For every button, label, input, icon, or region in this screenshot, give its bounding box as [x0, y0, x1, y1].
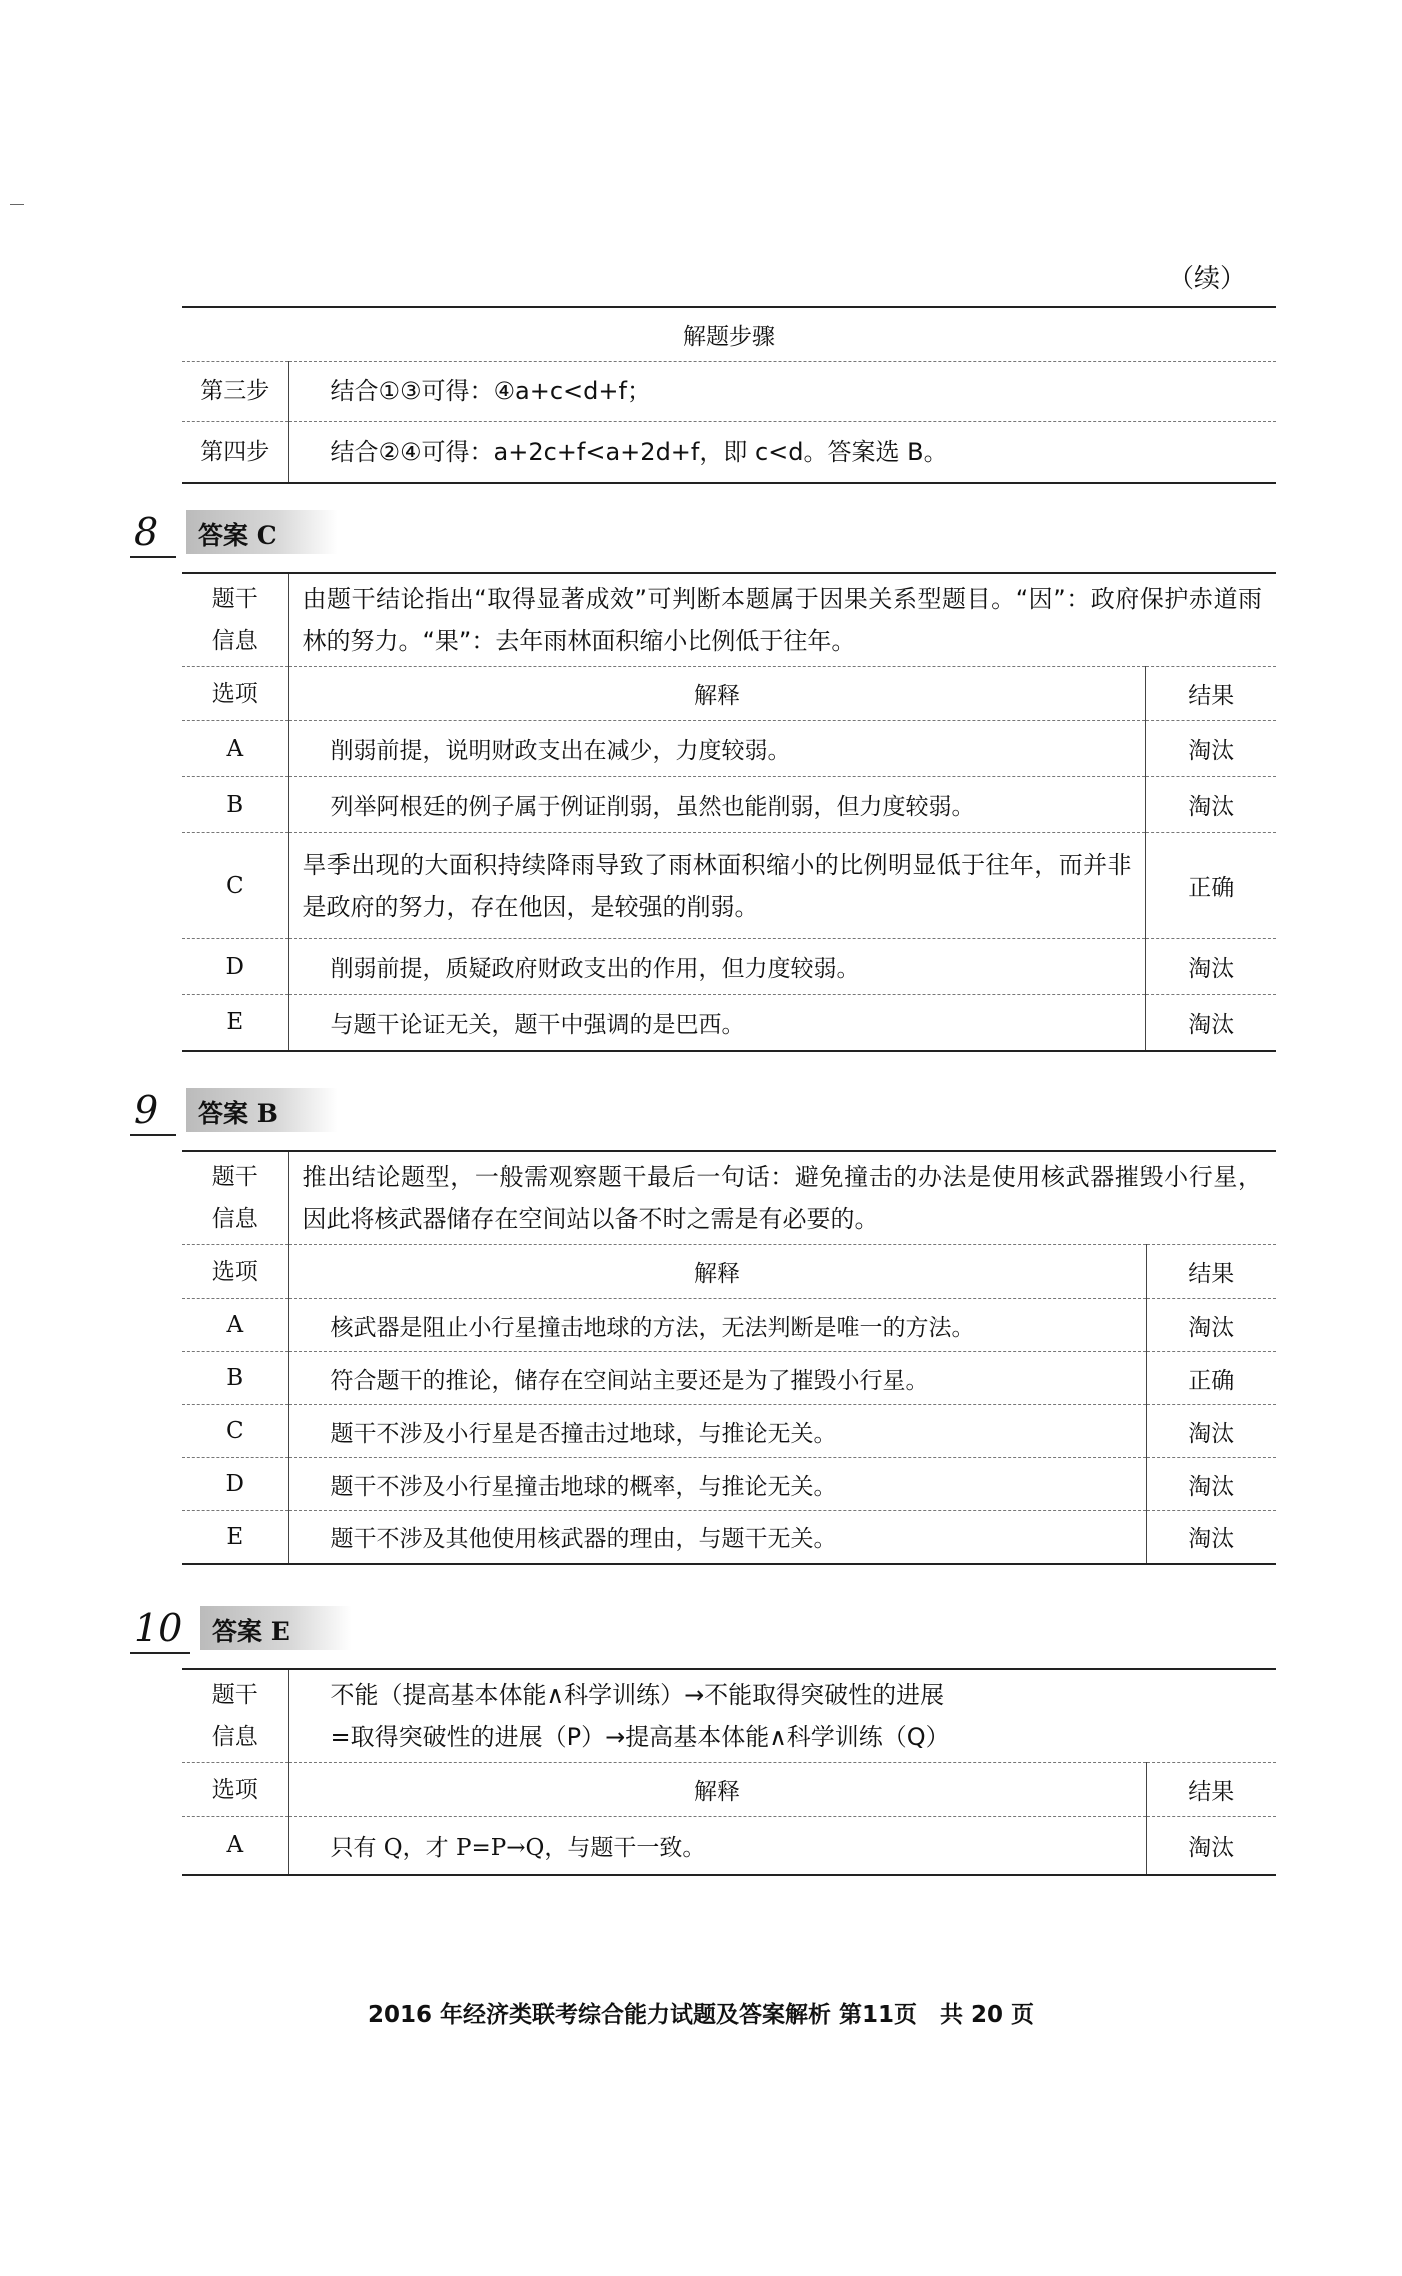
option-explain: 列举阿根廷的例子属于例证削弱，虽然也能削弱，但力度较弱。 [330, 794, 975, 820]
number-underline [130, 556, 176, 558]
option-letter: D [182, 1458, 288, 1511]
option-letter: A [182, 1817, 288, 1875]
col-explain: 解释 [693, 683, 740, 709]
column-header-row [182, 1245, 1276, 1299]
option-letter: C [182, 1405, 288, 1458]
col-result: 结果 [1146, 1763, 1276, 1817]
option-result: 正确 [1146, 1352, 1276, 1405]
stem-label [182, 573, 288, 667]
answer-badge [200, 1606, 352, 1650]
continued-label: （续） [1168, 264, 1247, 294]
option-letter: C [182, 833, 288, 939]
option-result: 淘汰 [1146, 1458, 1276, 1511]
option-letter: A [182, 1299, 288, 1352]
option-letter: B [182, 777, 288, 833]
stem-line: 不能（提高基本体能∧科学训练）→不能取得突破性的进展 [330, 1681, 945, 1709]
column-header-row [182, 667, 1276, 721]
col-explain: 解释 [694, 1261, 740, 1287]
page-footer: 2016 年经济类联考综合能力试题及答案解析 第11页 共 20 页 [367, 2002, 1035, 2028]
steps-header: 解题步骤 [683, 323, 775, 350]
stem-row [182, 1669, 1276, 1763]
option-letter: E [182, 995, 288, 1051]
stem-label-line: 信息 [211, 628, 258, 654]
option-result: 正确 [1146, 833, 1276, 939]
scan-mark [10, 204, 24, 205]
option-result: 淘汰 [1146, 1817, 1276, 1875]
table-row [182, 1299, 1276, 1352]
col-explain: 解释 [694, 1779, 740, 1805]
answer-badge [186, 1088, 338, 1132]
option-result: 淘汰 [1146, 995, 1276, 1051]
option-letter: E [182, 1511, 288, 1564]
question-10-heading [130, 1598, 340, 1654]
number-underline [130, 1652, 190, 1654]
table-row [182, 1458, 1276, 1511]
question-8-heading [130, 502, 340, 558]
option-explain: 核武器是阻止小行星撞击地球的方法，无法判断是唯一的方法。 [330, 1314, 975, 1341]
question-number: 9 [134, 1088, 159, 1132]
stem-label-line: 题干 [211, 1682, 258, 1708]
answer-label: 答案 B [198, 1099, 278, 1128]
step-row [182, 421, 1276, 483]
stem-text [288, 1669, 1276, 1763]
option-explain: 题干不涉及小行星是否撞击过地球，与推论无关。 [330, 1420, 837, 1447]
stem-label-line: 题干 [211, 1164, 258, 1190]
step-text: 结合②④可得：a+2c+f<a+2d+f，即 c<d。答案选 B。 [330, 437, 948, 466]
stem-label [182, 1151, 288, 1245]
option-explain: 符合题干的推论，储存在空间站主要还是为了摧毁小行星。 [330, 1367, 929, 1394]
option-explain: 削弱前提，说明财政支出在减少，力度较弱。 [330, 738, 791, 764]
stem-label-line: 信息 [211, 1206, 258, 1232]
table-row [182, 833, 1276, 939]
solution-steps-table [182, 306, 1276, 484]
option-letter: A [182, 721, 288, 777]
col-option: 选项 [182, 667, 288, 721]
answer-label: 答案 E [212, 1617, 290, 1646]
option-explain: 与题干论证无关，题干中强调的是巴西。 [330, 1011, 745, 1038]
stem-text: 推出结论题型，一般需观察题干最后一句话：避免撞击的办法是使用核武器摧毁小行星，因此将核武器储存在空间站以备不时之需是有必要的。 [302, 1163, 1262, 1233]
option-explain: 题干不涉及小行星撞击地球的概率，与推论无关。 [330, 1473, 837, 1500]
answer-label: 答案 C [198, 521, 277, 550]
step-label: 第四步 [182, 421, 288, 483]
option-explain: 题干不涉及其他使用核武器的理由，与题干无关。 [330, 1526, 837, 1553]
table-row [182, 1817, 1276, 1875]
option-explain: 削弱前提，质疑政府财政支出的作用，但力度较弱。 [330, 956, 860, 982]
col-option: 选项 [182, 1245, 288, 1299]
step-text: 结合①③可得：④a+c<d+f； [330, 377, 651, 405]
stem-label-line: 信息 [211, 1724, 258, 1750]
stem-label [182, 1669, 288, 1763]
table-row [182, 1511, 1276, 1564]
col-result: 结果 [1146, 667, 1276, 721]
step-row [182, 361, 1276, 421]
question-9-table [182, 1150, 1276, 1565]
question-9-heading [130, 1080, 340, 1136]
answer-badge [186, 510, 338, 554]
question-number: 10 [134, 1606, 183, 1650]
question-8-table [182, 572, 1276, 1052]
stem-row [182, 1151, 1276, 1245]
option-explain: 旱季出现的大面积持续降雨导致了雨林面积缩小的比例明显低于往年，而并非是政府的努力，存在他因，是较强的削弱。 [302, 850, 1132, 921]
stem-line: =取得突破性的进展（P）→提高基本体能∧科学训练（Q） [330, 1723, 950, 1751]
table-row [182, 1405, 1276, 1458]
option-result: 淘汰 [1146, 939, 1276, 995]
steps-header-row [182, 307, 1276, 361]
stem-label-line: 题干 [211, 586, 258, 612]
option-letter: B [182, 1352, 288, 1405]
col-option: 选项 [182, 1763, 288, 1817]
option-letter: D [182, 939, 288, 995]
question-number: 8 [134, 510, 159, 554]
question-10-table [182, 1668, 1276, 1876]
table-row [182, 777, 1276, 833]
col-result: 结果 [1146, 1245, 1276, 1299]
option-explain: 只有 Q，才 P=P→Q，与题干一致。 [330, 1834, 706, 1861]
option-result: 淘汰 [1146, 1511, 1276, 1564]
table-row [182, 939, 1276, 995]
option-result: 淘汰 [1146, 1299, 1276, 1352]
option-result: 淘汰 [1146, 1405, 1276, 1458]
stem-text: 由题干结论指出“取得显著成效”可判断本题属于因果关系型题目。“因”：政府保护赤道雨林的努力。“果”：去年雨林面积缩小比例低于往年。 [302, 585, 1262, 655]
table-row [182, 1352, 1276, 1405]
number-underline [130, 1134, 176, 1136]
step-label: 第三步 [182, 361, 288, 421]
table-row [182, 721, 1276, 777]
column-header-row [182, 1763, 1276, 1817]
stem-row [182, 573, 1276, 667]
table-row [182, 995, 1276, 1051]
option-result: 淘汰 [1146, 777, 1276, 833]
option-result: 淘汰 [1146, 721, 1276, 777]
